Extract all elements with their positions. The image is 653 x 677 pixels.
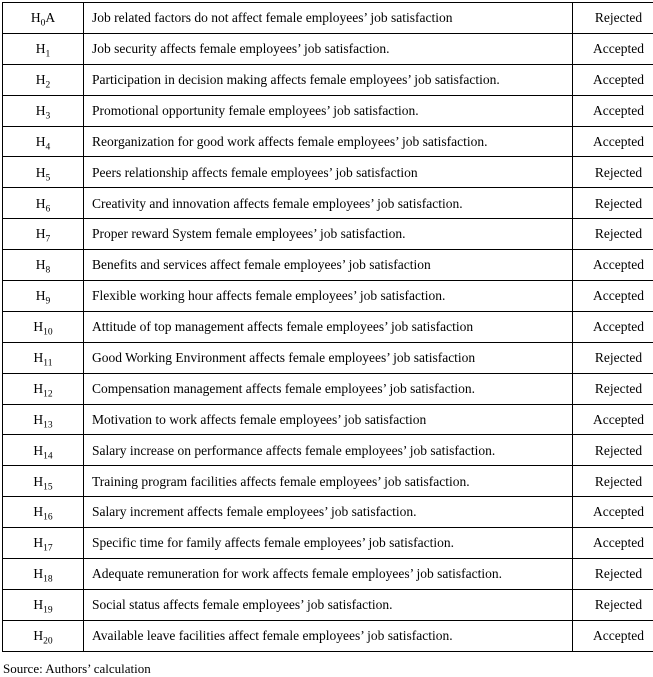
table-row (3, 589, 653, 620)
hypothesis-cell (3, 559, 84, 590)
table-row (3, 404, 653, 435)
result-cell: Rejected (573, 219, 653, 250)
hypothesis-statement: Flexible working hour affects female employees’ job satisfaction. (84, 281, 573, 312)
result-cell: Accepted (573, 404, 653, 435)
table-row (3, 342, 653, 373)
table-row (3, 620, 653, 651)
hypothesis-cell (3, 435, 84, 466)
hypothesis-label: $H_3$ (36, 103, 51, 118)
table-row (3, 33, 653, 64)
hypothesis-statement: Salary increase on performance affects female employees’ job satisfaction. (84, 435, 573, 466)
hypothesis-label: $H_{12}$ (33, 381, 52, 396)
hypothesis-cell (3, 3, 84, 34)
hypothesis-subscript: 4 (46, 142, 51, 152)
result-cell: Rejected (573, 342, 653, 373)
result-cell: Rejected (573, 589, 653, 620)
table-row (3, 311, 653, 342)
hypothesis-subscript: 12 (43, 390, 53, 400)
hypothesis-statement: Compensation management affects female employees’ job satisfaction. (84, 373, 573, 404)
hypothesis-subscript: 18 (43, 575, 53, 585)
hypothesis-subscript: 15 (43, 482, 53, 492)
hypothesis-label: $H_{17}$ (33, 535, 52, 550)
hypothesis-statement: Specific time for family affects female employees’ job satisfaction. (84, 528, 573, 559)
hypothesis-label: $H_{14}$ (33, 443, 52, 458)
table-row (3, 373, 653, 404)
result-cell: Rejected (573, 559, 653, 590)
result-cell: Rejected (573, 188, 653, 219)
result-cell: Accepted (573, 33, 653, 64)
hypothesis-label: $H_1$ (36, 41, 51, 56)
table-row (3, 157, 653, 188)
hypothesis-statement: Benefits and services affect female employees’ job satisfaction (84, 250, 573, 281)
result-cell: Accepted (573, 528, 653, 559)
hypothesis-statement: Proper reward System female employees’ job satisfaction. (84, 219, 573, 250)
hypothesis-subscript: 19 (43, 606, 53, 616)
hypothesis-subscript: 14 (43, 451, 53, 461)
hypothesis-cell (3, 311, 84, 342)
hypothesis-cell (3, 528, 84, 559)
hypothesis-cell (3, 64, 84, 95)
hypothesis-cell (3, 342, 84, 373)
hypothesis-statement: Social status affects female employees’ job satisfaction. (84, 589, 573, 620)
hypothesis-label: $H_{15}$ (33, 474, 52, 489)
table-row (3, 281, 653, 312)
result-cell: Rejected (573, 157, 653, 188)
hypothesis-statement: Motivation to work affects female employees’ job satisfaction (84, 404, 573, 435)
hypothesis-statement: Promotional opportunity female employees’ job satisfaction. (84, 95, 573, 126)
hypothesis-label: $H_{18}$ (33, 566, 52, 581)
hypothesis-subscript: 9 (46, 297, 51, 307)
table-row (3, 188, 653, 219)
hypothesis-subscript: 5 (46, 173, 51, 183)
table-row (3, 497, 653, 528)
result-cell: Rejected (573, 3, 653, 34)
hypothesis-statement: Job related factors do not affect female employees’ job satisfaction (84, 3, 573, 34)
table-row (3, 64, 653, 95)
result-cell: Accepted (573, 64, 653, 95)
hypothesis-subscript: 11 (43, 359, 52, 369)
table-row (3, 559, 653, 590)
result-cell: Rejected (573, 435, 653, 466)
hypothesis-statement: Attitude of top management affects female employees’ job satisfaction (84, 311, 573, 342)
hypothesis-subscript: 16 (43, 513, 53, 523)
hypothesis-cell (3, 373, 84, 404)
hypothesis-statement: Creativity and innovation affects female employees’ job satisfaction. (84, 188, 573, 219)
hypothesis-statement: Job security affects female employees’ job satisfaction. (84, 33, 573, 64)
hypothesis-subscript: 13 (43, 420, 53, 430)
hypothesis-subscript: 7 (46, 235, 51, 245)
result-cell: Rejected (573, 466, 653, 497)
hypothesis-subscript: 1 (46, 50, 51, 60)
hypothesis-subscript: 6 (46, 204, 51, 214)
hypothesis-label: $H_{10}$ (33, 319, 52, 334)
hypothesis-subscript: 2 (46, 81, 51, 91)
result-cell: Accepted (573, 250, 653, 281)
source-note: Source: Authors’ calculation (2, 661, 651, 677)
table-row (3, 219, 653, 250)
table-row (3, 3, 653, 34)
hypothesis-label: $H_{19}$ (33, 597, 52, 612)
hypothesis-statement: Available leave facilities affect female employees’ job satisfaction. (84, 620, 573, 651)
result-cell: Accepted (573, 311, 653, 342)
hypothesis-cell (3, 126, 84, 157)
hypothesis-label: $H_7$ (36, 226, 51, 241)
table-row (3, 435, 653, 466)
hypothesis-cell (3, 188, 84, 219)
table-row (3, 95, 653, 126)
hypothesis-cell (3, 404, 84, 435)
table-body (3, 3, 653, 652)
hypothesis-cell (3, 620, 84, 651)
hypothesis-label: $H_0A$ (31, 10, 55, 25)
hypothesis-cell (3, 95, 84, 126)
hypothesis-cell (3, 466, 84, 497)
hypothesis-label: $H_{16}$ (33, 504, 52, 519)
hypothesis-label: $H_{13}$ (33, 412, 52, 427)
result-cell: Accepted (573, 95, 653, 126)
hypothesis-cell (3, 219, 84, 250)
result-cell: Accepted (573, 281, 653, 312)
hypothesis-statement: Adequate remuneration for work affects female employees’ job satisfaction. (84, 559, 573, 590)
hypothesis-statement: Reorganization for good work affects female employees’ job satisfaction. (84, 126, 573, 157)
hypothesis-cell (3, 589, 84, 620)
hypothesis-label: $H_6$ (36, 196, 51, 211)
result-cell: Accepted (573, 126, 653, 157)
result-cell: Rejected (573, 373, 653, 404)
hypothesis-cell (3, 250, 84, 281)
table-row (3, 528, 653, 559)
hypothesis-cell (3, 281, 84, 312)
hypothesis-subscript: 3 (46, 112, 51, 122)
table-row (3, 466, 653, 497)
hypothesis-subscript: 20 (43, 637, 53, 647)
result-cell: Accepted (573, 620, 653, 651)
table-row (3, 126, 653, 157)
result-cell: Accepted (573, 497, 653, 528)
hypothesis-statement: Training program facilities affects female employees’ job satisfaction. (84, 466, 573, 497)
hypothesis-statement: Good Working Environment affects female employees’ job satisfaction (84, 342, 573, 373)
hypothesis-statement: Participation in decision making affects female employees’ job satisfaction. (84, 64, 573, 95)
hypothesis-cell (3, 497, 84, 528)
hypothesis-cell (3, 33, 84, 64)
hypothesis-label: $H_9$ (36, 288, 51, 303)
hypothesis-label: $H_{20}$ (33, 628, 52, 643)
hypothesis-statement: Salary increment affects female employees’ job satisfaction. (84, 497, 573, 528)
hypothesis-statement: Peers relationship affects female employees’ job satisfaction (84, 157, 573, 188)
hypothesis-results-table (2, 2, 653, 652)
hypothesis-subscript: 0 (41, 19, 46, 29)
hypothesis-label: $H_{11}$ (34, 350, 53, 365)
hypothesis-label: $H_4$ (36, 134, 51, 149)
hypothesis-cell (3, 157, 84, 188)
hypothesis-subscript: 8 (46, 266, 51, 276)
hypothesis-label: $H_2$ (36, 72, 51, 87)
hypothesis-label: $H_8$ (36, 257, 51, 272)
hypothesis-label: $H_5$ (36, 165, 51, 180)
hypothesis-subscript: 10 (43, 328, 53, 338)
hypothesis-subscript: 17 (43, 544, 53, 554)
table-row (3, 250, 653, 281)
